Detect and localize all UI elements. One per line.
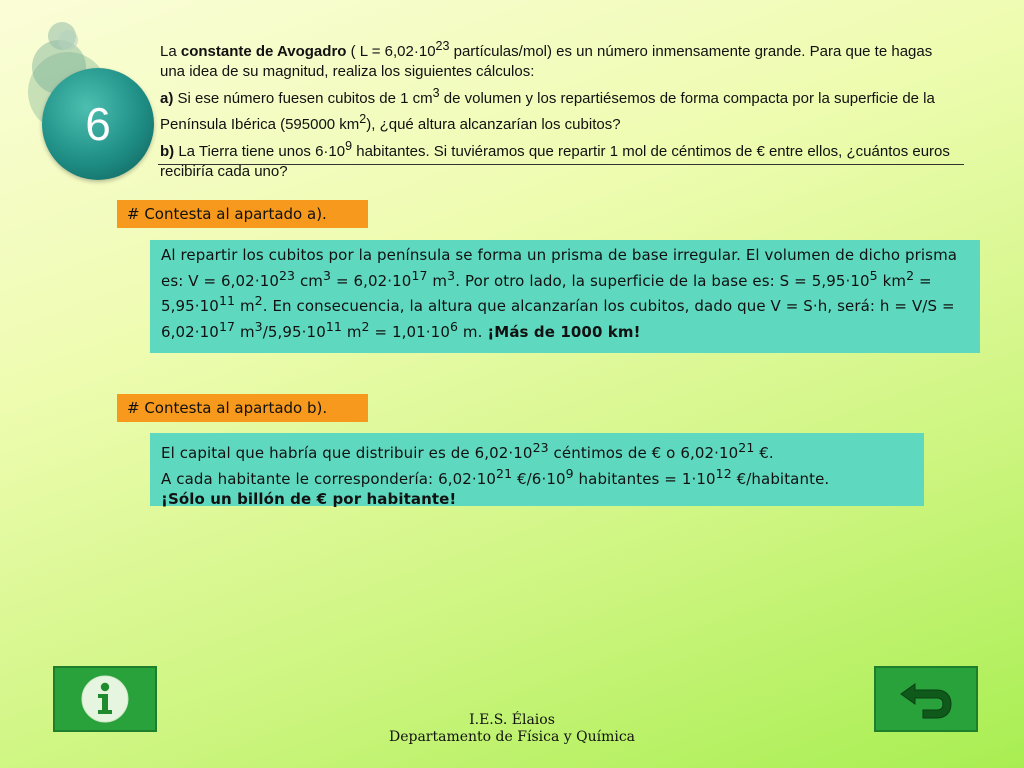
footer-department: Departamento de Física y Química	[388, 729, 636, 745]
slide-number: 6	[85, 98, 111, 150]
answer-b-line-1: El capital que habría que distribuir es de $6,02\cdot 10^{23}$ céntimos de € o $6,02\cdot 10^{21}$ €.	[161, 440, 774, 462]
answer-a-label: # Contesta al apartado a).	[117, 200, 368, 228]
question-part-a: a) Si ese número fuesen cubitos de 1 $cm^3$ de volumen y los repartiésemos de forma compacta por la superficie de la Península Ibérica (595000 $km^2$), ¿qué altura alcanzarían los cubitos?	[160, 85, 935, 134]
question-intro: La constante de Avogadro ( $L = 6,02\cdot 10^{23}$ partículas/mol) es un número inmensamente grande. Para que te hagas una idea de su magnitud, realiza los siguientes cálculos:	[160, 39, 933, 81]
answer-a-box	[150, 240, 980, 353]
back-button[interactable]	[874, 666, 978, 732]
answer-b-label: # Contesta al apartado b).	[117, 394, 368, 422]
answer-b-conclusion: ¡Sólo un billón de € por habitante!	[161, 490, 457, 509]
answer-a-text: Al repartir los cubitos por la península se forma un prisma de base irregular. El volumen de dicho prisma es: $V = 6,02\cdot 10^{23}$ $cm^3 = 6,02\cdot 10^{17}$ $m^3$. Por otro lado, la superficie de la base es: $S = 5,95\cdot 10^5$ $km^2 = 5,95\cdot 10^{11}$ $m^2$. En consecuencia, la altura que alcanzarían los cubitos, dado que V = S·h, será: $h = V/S = 6,02\cdot 10^{17}$ $m^3/5,95\cdot 10^{11}$ $m^2 = 1,01\cdot 10^6$ m. ¡Más de 1000 km!	[161, 246, 958, 341]
info-icon	[79, 673, 131, 725]
info-button[interactable]	[53, 666, 157, 732]
answer-a-conclusion: ¡Más de 1000 km!	[487, 322, 641, 341]
question-text	[160, 36, 960, 182]
constant-name: constante de Avogadro	[180, 43, 347, 60]
return-arrow-icon	[897, 674, 955, 724]
footer	[312, 712, 712, 746]
question-part-b: b) La Tierra tiene unos $6\cdot 10^9$ habitantes. Si tuviéramos que repartir 1 mol de céntimos de € entre ellos, ¿cuántos euros recibiría cada uno?	[160, 138, 950, 181]
bubble-decoration	[58, 30, 78, 50]
divider-line	[158, 164, 964, 165]
slide-number-badge	[42, 68, 154, 180]
footer-school: I.E.S. Élaios	[469, 712, 555, 728]
answer-b-line-2: A cada habitante le correspondería: $6,02\cdot 10^{21}$ $€/6\cdot 10^9$ habitantes = $1\cdot 10^{12}$ €/habitante.	[161, 465, 830, 488]
answer-b-box	[150, 433, 924, 509]
answer-b-conclusion-line	[161, 489, 914, 510]
